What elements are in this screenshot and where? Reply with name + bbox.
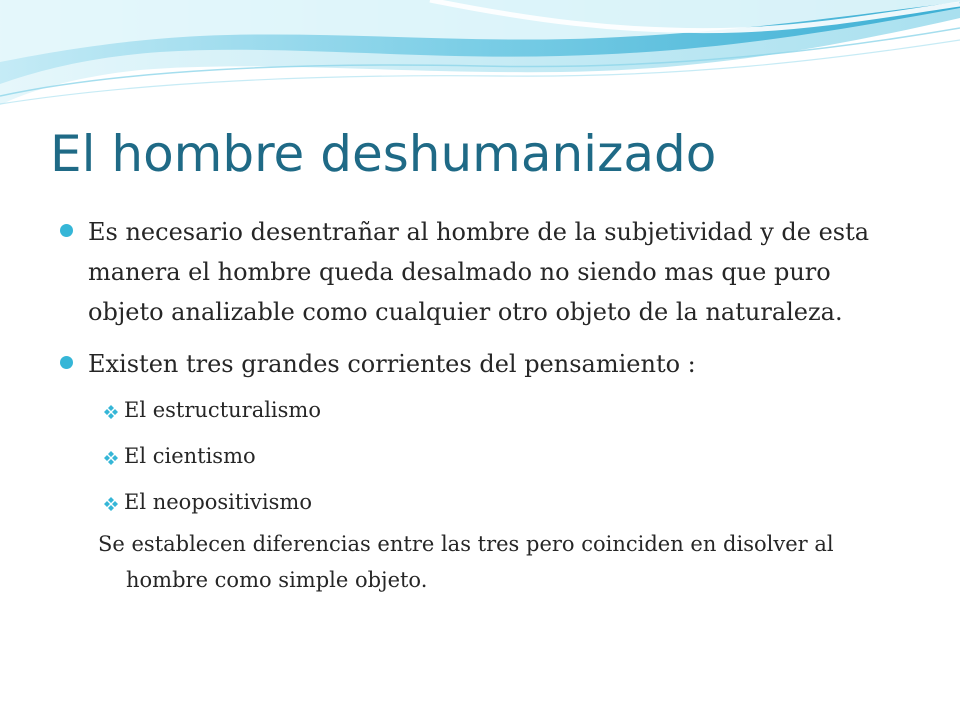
sub-bullet-text: El neopositivismo: [124, 490, 312, 514]
bullet-text: Existen tres grandes corrientes del pensamiento :: [88, 350, 696, 378]
bullet-dot-icon: [60, 356, 73, 369]
slide-body: [60, 212, 910, 598]
sub-bullet-item: [60, 482, 910, 522]
sub-bullet-item: [60, 390, 910, 430]
bullet-dot-icon: [60, 224, 73, 237]
closing-paragraph: Se establecen diferencias entre las tres pero coinciden en disolver al hombre como simple objeto.: [98, 532, 834, 592]
header-wave-decoration: [0, 0, 960, 120]
diamond-bullet-icon: [104, 497, 118, 511]
sub-bullet-item: [60, 436, 910, 476]
bullet-item: [60, 344, 910, 384]
diamond-bullet-icon: [104, 451, 118, 465]
bullet-item: [60, 212, 910, 332]
sub-bullet-text: El cientismo: [124, 444, 256, 468]
bullet-text: Es necesario desentrañar al hombre de la subjetividad y de esta manera el hombre queda desalmado no siendo mas que puro objeto analizable como cualquier otro objeto de la naturaleza.: [88, 218, 870, 326]
slide-title: El hombre deshumanizado: [50, 125, 717, 183]
diamond-bullet-icon: [104, 405, 118, 419]
sub-bullet-text: El estructuralismo: [124, 398, 321, 422]
